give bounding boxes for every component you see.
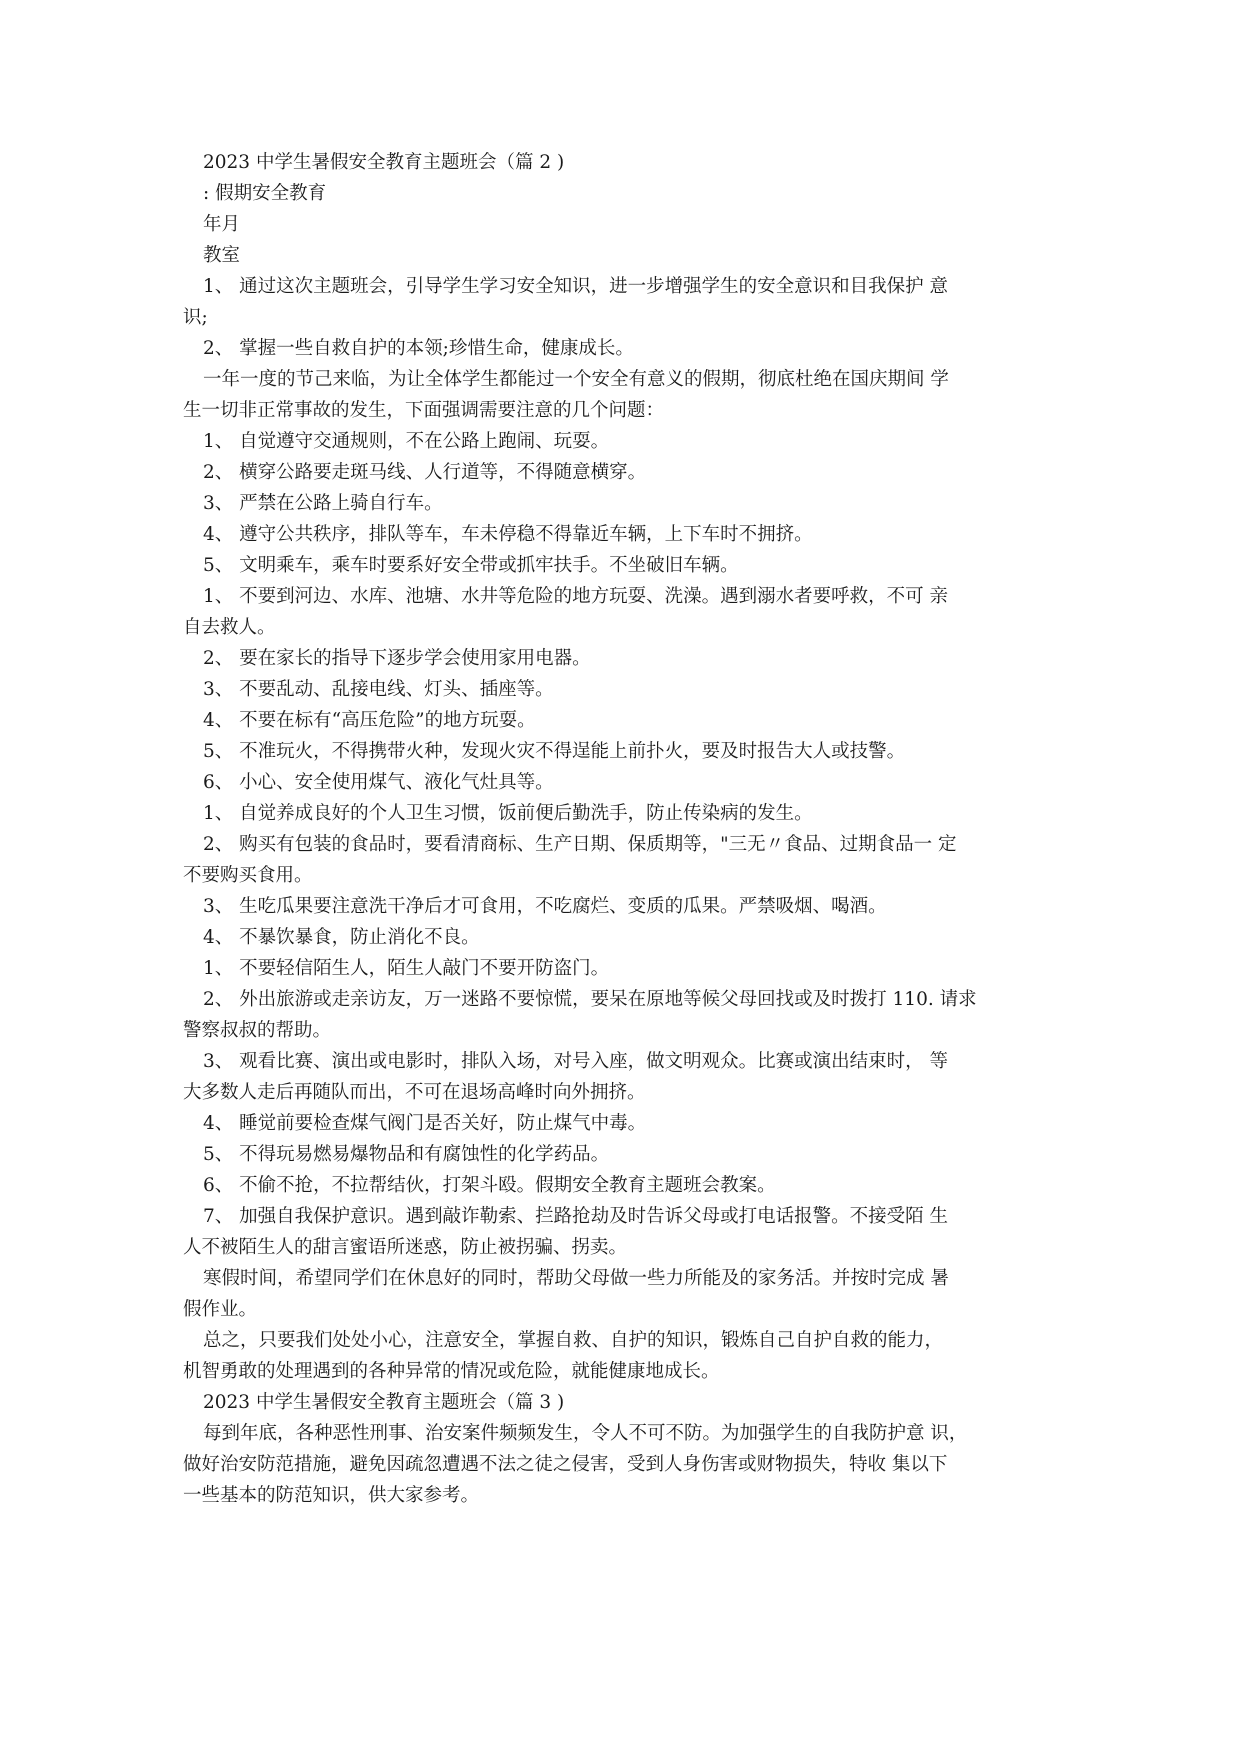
text-line: 2023 中学生暑假安全教育主题班会（篇 3 ) [203, 1392, 565, 1413]
text-line: 7、 加强自我保护意识。遇到敲诈勒索、拦路抢劫及时告诉父母或打电话报警。不接受陌 生 [203, 1206, 949, 1227]
text-line: 机智勇敢的处理遇到的各种异常的情况或危险，就能健康地成长。 [183, 1361, 720, 1382]
text-line: : 假期安全教育 [203, 183, 327, 204]
text-line: 3、 观看比赛、演出或电影时，排队入场，对号入座，做文明观众。比赛或演出结束时， 等 [203, 1051, 949, 1072]
text-line: 2、 横穿公路要走斑马线、人行道等，不得随意横穿。 [203, 462, 647, 483]
text-line: 教室 [203, 245, 241, 266]
text-line: 4、 不要在标有“高压危险”的地方玩耍。 [203, 710, 536, 731]
text-line: 4、 遵守公共秩序，排队等车，车未停稳不得靠近车辆，上下车时不拥挤。 [203, 524, 813, 545]
text-line: 大多数人走后再随队而出，不可在退场高峰时向外拥挤。 [183, 1082, 646, 1103]
text-line: 自去救人。 [183, 617, 276, 638]
text-line: 3、 严禁在公路上骑自行车。 [203, 493, 443, 514]
text-line: 4、 不暴饮暴食，防止消化不良。 [203, 927, 480, 948]
text-line: 6、 小心、安全使用煤气、液化气灶具等。 [203, 772, 554, 793]
text-line: 2、 外出旅游或走亲访友，万一迷路不要惊慌，要呆在原地等候父母回找或及时拨打 110. 请求 [203, 989, 977, 1010]
text-line: 警察叔叔的帮助。 [183, 1020, 332, 1041]
text-line: 总之，只要我们处处小心，注意安全，掌握自救、自护的知识，锻炼自己自护自救的能力， [203, 1330, 944, 1351]
text-line: 一年一度的节己来临，为让全体学生都能过一个安全有意义的假期，彻底杜绝在国庆期间 学 [203, 369, 949, 390]
text-line: 人不被陌生人的甜言蜜语所迷惑，防止被拐骗、拐卖。 [183, 1237, 628, 1258]
text-line: 1、 通过这次主题班会，引导学生学习安全知识，进一步增强学生的安全意识和目我保护 意 [203, 276, 949, 297]
text-line: 做好治安防范措施，避免因疏忽遭遇不法之徒之侵害，受到人身伤害或财物损失，特收 集以下 [183, 1454, 948, 1475]
text-line: 假作业。 [183, 1299, 258, 1320]
text-line: 1、 不要轻信陌生人，陌生人敲门不要开防盗门。 [203, 958, 610, 979]
text-line: 不要购买食用。 [183, 865, 313, 886]
text-line: 每到年底，各种恶性刑事、治安案件频频发生，令人不可不防。为加强学生的自我防护意 识， [203, 1423, 968, 1444]
text-line: 2、 购买有包装的食品时，要看清商标、生产日期、保质期等，"三无〃食品、过期食品一 定 [203, 834, 957, 855]
text-line: 寒假时间，希望同学们在休息好的同时，帮助父母做一些力所能及的家务活。并按时完成 暑 [203, 1268, 949, 1289]
document-body [183, 147, 1073, 1511]
text-line: 6、 不偷不抢，不拉帮结伙，打架斗殴。假期安全教育主题班会教案。 [203, 1175, 776, 1196]
text-line: 5、 不准玩火，不得携带火种，发现火灾不得逞能上前扑火，要及时报告大人或技警。 [203, 741, 906, 762]
text-line: 一些基本的防范知识，供大家参考。 [183, 1485, 480, 1506]
text-line: 生一切非正常事故的发生，下面强调需要注意的几个问题： [183, 400, 665, 421]
text-line: 2023 中学生暑假安全教育主题班会（篇 2 ) [203, 152, 565, 173]
text-line: 2、 掌握一些自救自护的本领;珍惜生命，健康成长。 [203, 338, 634, 359]
text-line: 3、 生吃瓜果要注意洗干净后才可食用，不吃腐烂、变质的瓜果。严禁吸烟、喝酒。 [203, 896, 887, 917]
text-line: 年月 [203, 214, 241, 235]
text-line: 1、 自觉遵守交通规则，不在公路上跑闹、玩耍。 [203, 431, 610, 452]
text-line: 1、 不要到河边、水库、池塘、水井等危险的地方玩耍、洗澡。遇到溺水者要呼救，不可 亲 [203, 586, 949, 607]
text-line: 4、 睡觉前要检查煤气阀门是否关好，防止煤气中毒。 [203, 1113, 647, 1134]
text-line: 5、 不得玩易燃易爆物品和有腐蚀性的化学药品。 [203, 1144, 610, 1165]
text-line: 3、 不要乱动、乱接电线、灯头、插座等。 [203, 679, 554, 700]
text-line: 5、 文明乘车，乘车时要系好安全带或抓牢扶手。不坐破旧车辆。 [203, 555, 739, 576]
text-line: 识; [183, 307, 208, 328]
text-line: 2、 要在家长的指导下逐步学会使用家用电器。 [203, 648, 591, 669]
text-line: 1、 自觉养成良好的个人卫生习惯，饭前便后勤洗手，防止传染病的发生。 [203, 803, 813, 824]
